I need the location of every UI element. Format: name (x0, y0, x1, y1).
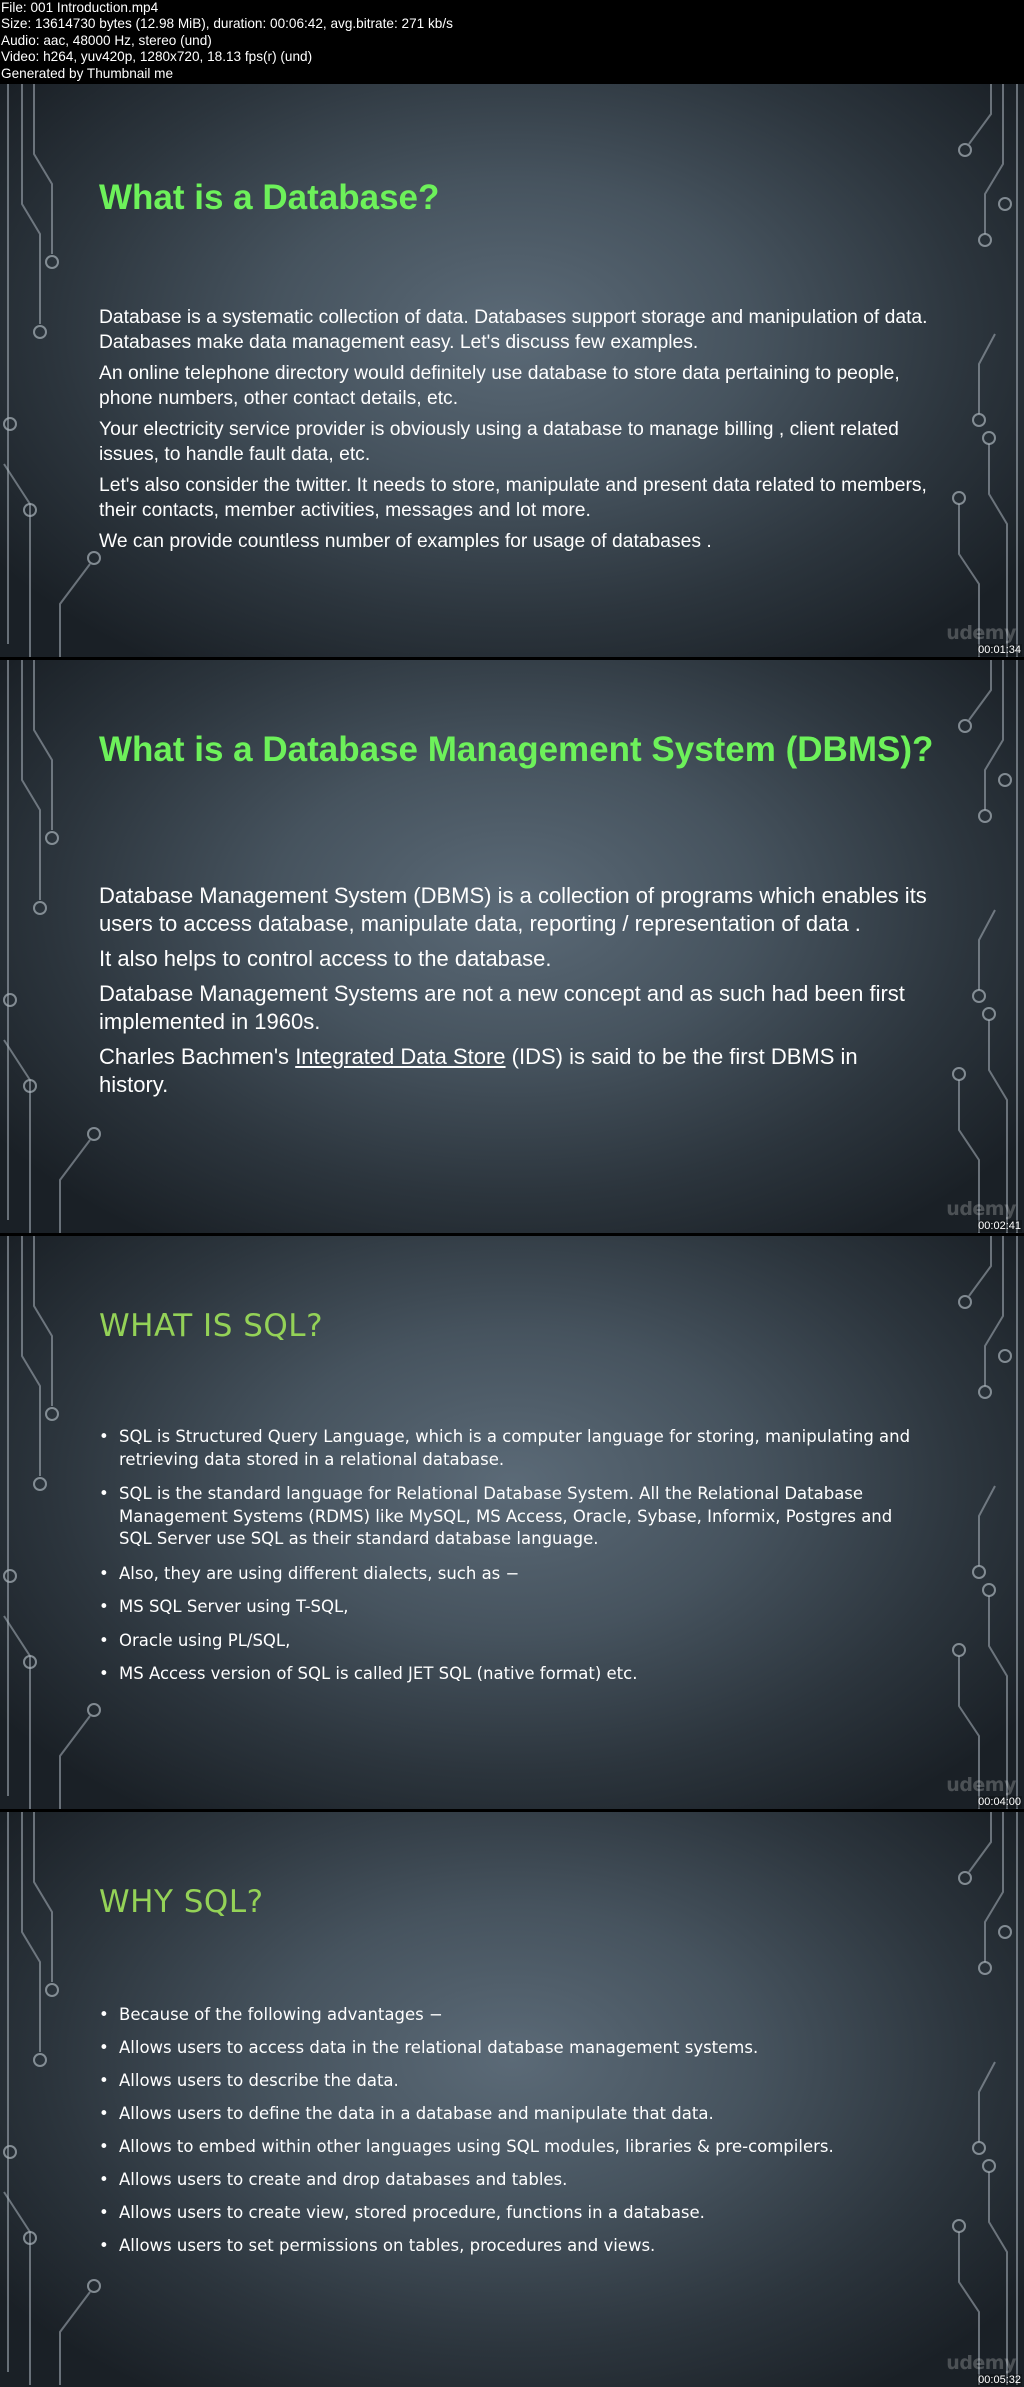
slide-bullet-list (99, 1426, 929, 1686)
slide-title: What is a Database Management System (DBMS)? (99, 730, 934, 769)
bullet-item: • MS SQL Server using T-SQL, (99, 1596, 929, 1619)
bullet-item: • Allows users to create view, stored procedure, functions in a database. (99, 2202, 929, 2224)
slide-bullet-list (99, 2004, 929, 2257)
circuit-decoration-left-icon (0, 1236, 110, 1809)
frame-timestamp: 00:04:00 (978, 1796, 1021, 1808)
bullet-item: • Allows users to access data in the relational database management systems. (99, 2037, 929, 2059)
bullet-item: • MS Access version of SQL is called JET SQL (native format) etc. (99, 1663, 929, 1686)
body-paragraph: Your electricity service provider is obviously using a database to manage billing , client related issues, to handle fault data, etc. (99, 419, 899, 465)
bullet-item: • Allows users to define the data in a database and manipulate that data. (99, 2103, 929, 2125)
udemy-watermark-icon: udemy (946, 1774, 1016, 1796)
video-frame-1 (0, 84, 1024, 657)
meta-generator-line: Generated by Thumbnail me (1, 65, 174, 81)
bullet-item: • Because of the following advantages − (99, 2004, 929, 2026)
body-paragraph (99, 1043, 929, 1099)
slide-title: WHAT IS SQL? (99, 1308, 324, 1344)
body-paragraph: We can provide countless number of examples for usage of databases . (99, 531, 712, 552)
frame-timestamp: 00:05:32 (978, 2374, 1021, 2386)
bullet-item: • Also, they are using different dialects, such as − (99, 1563, 929, 1586)
meta-file-line: File: 001 Introduction.mp4 (1, 0, 159, 15)
bullet-item: • Allows users to create and drop databases and tables. (99, 2169, 929, 2191)
udemy-watermark-icon: udemy (946, 622, 1016, 644)
body-paragraph: Let's also consider the twitter. It needs to store, manipulate and present data related to members, their contacts, member activities, messages and lot more. (99, 475, 927, 521)
bullet-item: • Allows users to describe the data. (99, 2070, 929, 2092)
body-paragraph: It also helps to control access to the database. (99, 946, 552, 971)
slide-body (99, 305, 929, 554)
udemy-watermark-icon: udemy (946, 1198, 1016, 1220)
meta-audio-line: Audio: aac, 48000 Hz, stereo (und) (1, 32, 212, 48)
circuit-decoration-left-icon (0, 84, 110, 657)
bullet-item: • SQL is the standard language for Relational Database System. All the Relational Database Management Systems (RDMS) like MySQL, MS Access, Oracle, Sybase, Informix, Postgres and SQL Server use SQL as their standard database language. (99, 1483, 929, 1551)
bullet-item: • Allows to embed within other languages using SQL modules, libraries & pre-compilers. (99, 2136, 929, 2158)
circuit-decoration-right-icon (919, 1812, 1024, 2385)
udemy-watermark-icon: udemy (946, 2352, 1016, 2374)
bullet-item: • Allows users to set permissions on tables, procedures and views. (99, 2235, 929, 2257)
frame-timestamp: 00:02:41 (978, 1220, 1021, 1232)
body-paragraph: An online telephone directory would definitely use database to store data pertaining to people, phone numbers, other contact details, etc. (99, 363, 900, 409)
frame-timestamp: 00:01:34 (978, 644, 1021, 656)
video-frame-2 (0, 660, 1024, 1233)
thumbnail-metadata (0, 0, 1024, 84)
slide-title: What is a Database? (99, 178, 440, 217)
slide-body (99, 882, 929, 1099)
paragraph-text: (IDS) is said to be the first DBMS in history. (99, 1044, 858, 1097)
video-frame-3 (0, 1236, 1024, 1809)
circuit-decoration-left-icon (0, 660, 110, 1233)
body-paragraph: Database Management Systems are not a new concept and as such had been first implemented in 1960s. (99, 981, 905, 1034)
circuit-decoration-right-icon (919, 1236, 1024, 1809)
body-paragraph: Database is a systematic collection of data. Databases support storage and manipulation of data. Databases make data management easy. Let's discuss few examples. (99, 307, 928, 353)
meta-video-line: Video: h264, yuv420p, 1280x720, 18.13 fps(r) (und) (1, 49, 313, 65)
paragraph-text: Charles Bachmen's (99, 1044, 296, 1069)
body-paragraph: Database Management System (DBMS) is a collection of programs which enables its users to access database, manipulate data, reporting / representation of data . (99, 883, 927, 936)
meta-size-line: Size: 13614730 bytes (12.98 MiB), duration: 00:06:42, avg.bitrate: 271 kb/s (1, 16, 453, 32)
bullet-item: • SQL is Structured Query Language, which is a computer language for storing, manipulating and retrieving data stored in a relational database. (99, 1426, 929, 1471)
circuit-decoration-left-icon (0, 1812, 110, 2385)
slide-title: WHY SQL? (99, 1884, 264, 1920)
integrated-data-store-link[interactable]: Integrated Data Store (295, 1044, 506, 1069)
bullet-item: • Oracle using PL/SQL, (99, 1630, 929, 1653)
circuit-decoration-right-icon (919, 84, 1024, 657)
video-frame-4 (0, 1812, 1024, 2387)
